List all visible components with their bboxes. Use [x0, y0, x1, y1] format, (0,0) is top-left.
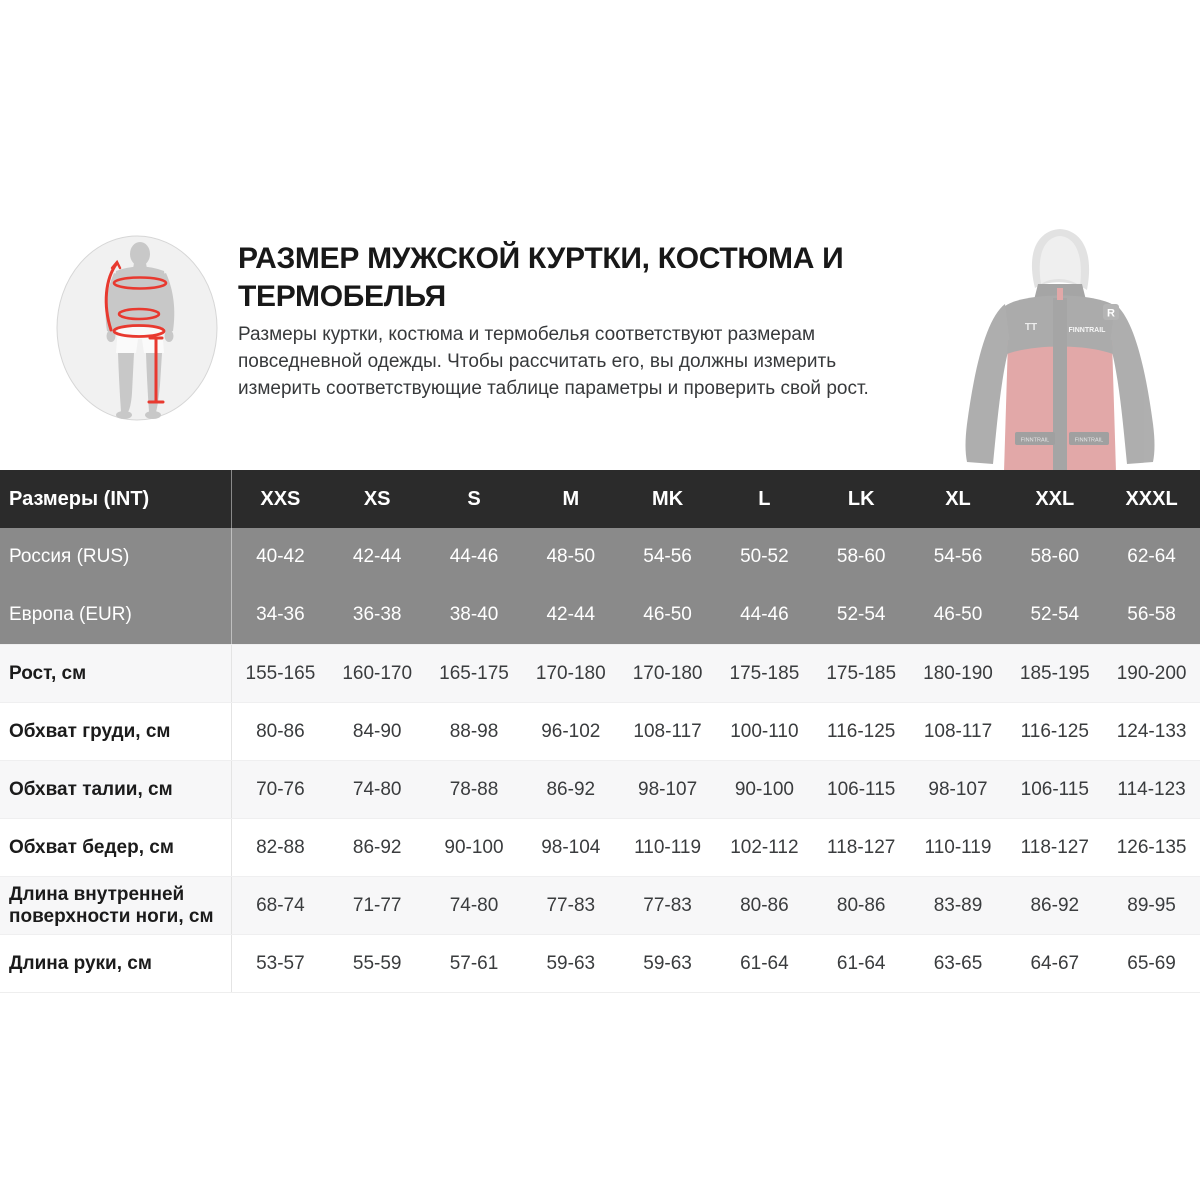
size-value-cell: 58-60 — [1030, 546, 1080, 567]
size-value-cell: 190-200 — [1116, 662, 1187, 684]
size-value-cell: 34-36 — [256, 604, 305, 625]
size-value-cell: 116-125 — [1020, 720, 1089, 742]
size-value-cell: 59-63 — [546, 952, 596, 974]
size-value-cell: 175-185 — [826, 662, 897, 684]
size-value-cell: 71-77 — [352, 894, 402, 916]
size-value-cell: 89-95 — [1127, 894, 1176, 916]
table-row — [0, 528, 1200, 586]
size-value-cell: 116-125 — [827, 720, 896, 742]
size-column-header: L — [758, 487, 771, 510]
table-row — [0, 818, 1200, 876]
size-value-cell: 59-63 — [643, 952, 692, 974]
row-label: Длина внутренней поверхности ноги, см — [0, 877, 232, 934]
size-value-cell: 88-98 — [449, 720, 499, 742]
size-value-cell: 114-123 — [1117, 778, 1186, 800]
page-title: РАЗМЕР МУЖСКОЙ КУРТКИ, КОСТЮМА И ТЕРМОБЕЛЬЯ — [238, 242, 844, 313]
size-value-cell: 118-127 — [1020, 836, 1089, 858]
size-value-cell: 54-56 — [933, 546, 983, 567]
size-value-cell: 48-50 — [546, 546, 596, 567]
size-value-cell: 102-112 — [730, 836, 799, 858]
size-value-cell: 44-46 — [740, 604, 789, 625]
size-value-cell: 90-100 — [444, 836, 504, 858]
size-value-cell: 52-54 — [1030, 604, 1080, 625]
size-value-cell: 110-119 — [924, 836, 992, 858]
size-value-cell: 90-100 — [734, 778, 794, 800]
size-column-header: XS — [363, 487, 391, 510]
size-value-cell: 74-80 — [352, 778, 402, 800]
size-value-cell: 55-59 — [352, 952, 402, 974]
table-corner-label: Размеры (INT) — [0, 470, 232, 528]
size-value-cell: 61-64 — [836, 952, 886, 974]
size-value-cell: 126-135 — [1116, 836, 1187, 858]
size-column-header: S — [467, 487, 481, 510]
size-value-cell: 64-67 — [1030, 952, 1080, 974]
row-label: Европа (EUR) — [0, 586, 232, 644]
size-value-cell: 180-190 — [923, 662, 993, 684]
size-value-cell: 65-69 — [1127, 952, 1176, 974]
size-value-cell: 44-46 — [449, 546, 499, 567]
table-row — [0, 644, 1200, 702]
size-value-cell: 170-180 — [632, 662, 703, 684]
size-value-cell: 38-40 — [449, 604, 499, 625]
size-value-cell: 108-117 — [923, 720, 993, 742]
size-value-cell: 83-89 — [933, 894, 983, 916]
row-label: Россия (RUS) — [0, 528, 232, 586]
table-row — [0, 760, 1200, 818]
size-value-cell: 77-83 — [546, 894, 596, 916]
table-header-row — [0, 470, 1200, 528]
size-value-cell: 50-52 — [740, 546, 789, 567]
size-value-cell: 106-115 — [827, 778, 896, 800]
size-value-cell: 57-61 — [449, 952, 499, 974]
size-table — [0, 470, 1200, 993]
row-label: Длина руки, см — [0, 935, 232, 992]
size-value-cell: 54-56 — [643, 546, 692, 567]
row-label: Обхват груди, см — [0, 703, 232, 760]
size-value-cell: 106-115 — [1020, 778, 1089, 800]
size-value-cell: 77-83 — [643, 894, 692, 916]
size-value-cell: 124-133 — [1116, 720, 1187, 742]
size-column-header: XXL — [1035, 487, 1075, 510]
table-row — [0, 702, 1200, 760]
table-row — [0, 876, 1200, 934]
size-value-cell: 53-57 — [256, 952, 305, 974]
row-label: Рост, см — [0, 645, 232, 702]
size-value-cell: 98-107 — [928, 778, 988, 800]
jacket-logo-letter: R — [1107, 307, 1115, 320]
size-column-header: XL — [945, 487, 971, 510]
size-value-cell: 86-92 — [352, 836, 402, 858]
size-value-cell: 80-86 — [256, 720, 305, 742]
size-value-cell: 36-38 — [352, 604, 402, 625]
jacket-product-image — [935, 224, 1185, 470]
jacket-strap-text: FINNTRAIL — [1074, 437, 1104, 444]
jacket-strap-text: FINNTRAIL — [1020, 437, 1050, 444]
table-row — [0, 586, 1200, 644]
page-description: Размеры куртки, костюма и термобелья соответствуют размерам повседневной одежды. Чтобы рассчитать его, вы должны измерить измерить соответствующие таблице параметры и проверить свой рост. — [238, 324, 869, 399]
size-value-cell: 80-86 — [740, 894, 789, 916]
size-value-cell: 98-104 — [541, 836, 601, 858]
size-value-cell: 74-80 — [449, 894, 499, 916]
size-value-cell: 108-117 — [633, 720, 702, 742]
size-value-cell: 78-88 — [449, 778, 499, 800]
size-value-cell: 98-107 — [638, 778, 698, 800]
jacket-brand-text: FINNTRAIL — [1068, 327, 1106, 334]
size-value-cell: 155-165 — [245, 662, 316, 684]
size-column-header: LK — [847, 487, 875, 510]
size-value-cell: 165-175 — [439, 662, 509, 684]
size-value-cell: 84-90 — [352, 720, 402, 742]
size-value-cell: 58-60 — [836, 546, 886, 567]
size-value-cell: 160-170 — [342, 662, 413, 684]
size-value-cell: 46-50 — [933, 604, 983, 625]
size-value-cell: 170-180 — [535, 662, 606, 684]
size-value-cell: 118-127 — [827, 836, 896, 858]
size-value-cell: 185-195 — [1019, 662, 1090, 684]
size-value-cell: 82-88 — [256, 836, 305, 858]
size-value-cell: 86-92 — [546, 778, 596, 800]
size-value-cell: 96-102 — [541, 720, 601, 742]
jacket-icon — [935, 224, 1185, 470]
size-value-cell: 68-74 — [256, 894, 305, 916]
size-value-cell: 110-119 — [634, 836, 702, 858]
size-value-cell: 100-110 — [730, 720, 799, 742]
size-value-cell: 62-64 — [1127, 546, 1176, 567]
size-value-cell: 175-185 — [729, 662, 800, 684]
row-label: Обхват талии, см — [0, 761, 232, 818]
table-row — [0, 934, 1200, 992]
size-column-header: XXXL — [1125, 487, 1178, 510]
size-value-cell: 46-50 — [643, 604, 692, 625]
size-value-cell: 80-86 — [836, 894, 886, 916]
size-value-cell: 42-44 — [352, 546, 402, 567]
size-column-header: M — [562, 487, 580, 510]
size-value-cell: 52-54 — [836, 604, 886, 625]
body-measurement-diagram — [56, 235, 218, 423]
size-column-header: XXS — [260, 487, 301, 510]
size-value-cell: 42-44 — [546, 604, 596, 625]
size-value-cell: 86-92 — [1030, 894, 1080, 916]
size-value-cell: 56-58 — [1127, 604, 1176, 625]
jacket-chest-mark: TT — [1024, 322, 1038, 333]
size-value-cell: 63-65 — [933, 952, 983, 974]
size-value-cell: 40-42 — [256, 546, 305, 567]
row-label: Обхват бедер, см — [0, 819, 232, 876]
size-column-header: MK — [652, 487, 684, 510]
body-measurement-icon — [56, 235, 218, 423]
size-value-cell: 70-76 — [256, 778, 305, 800]
size-value-cell: 61-64 — [740, 952, 789, 974]
